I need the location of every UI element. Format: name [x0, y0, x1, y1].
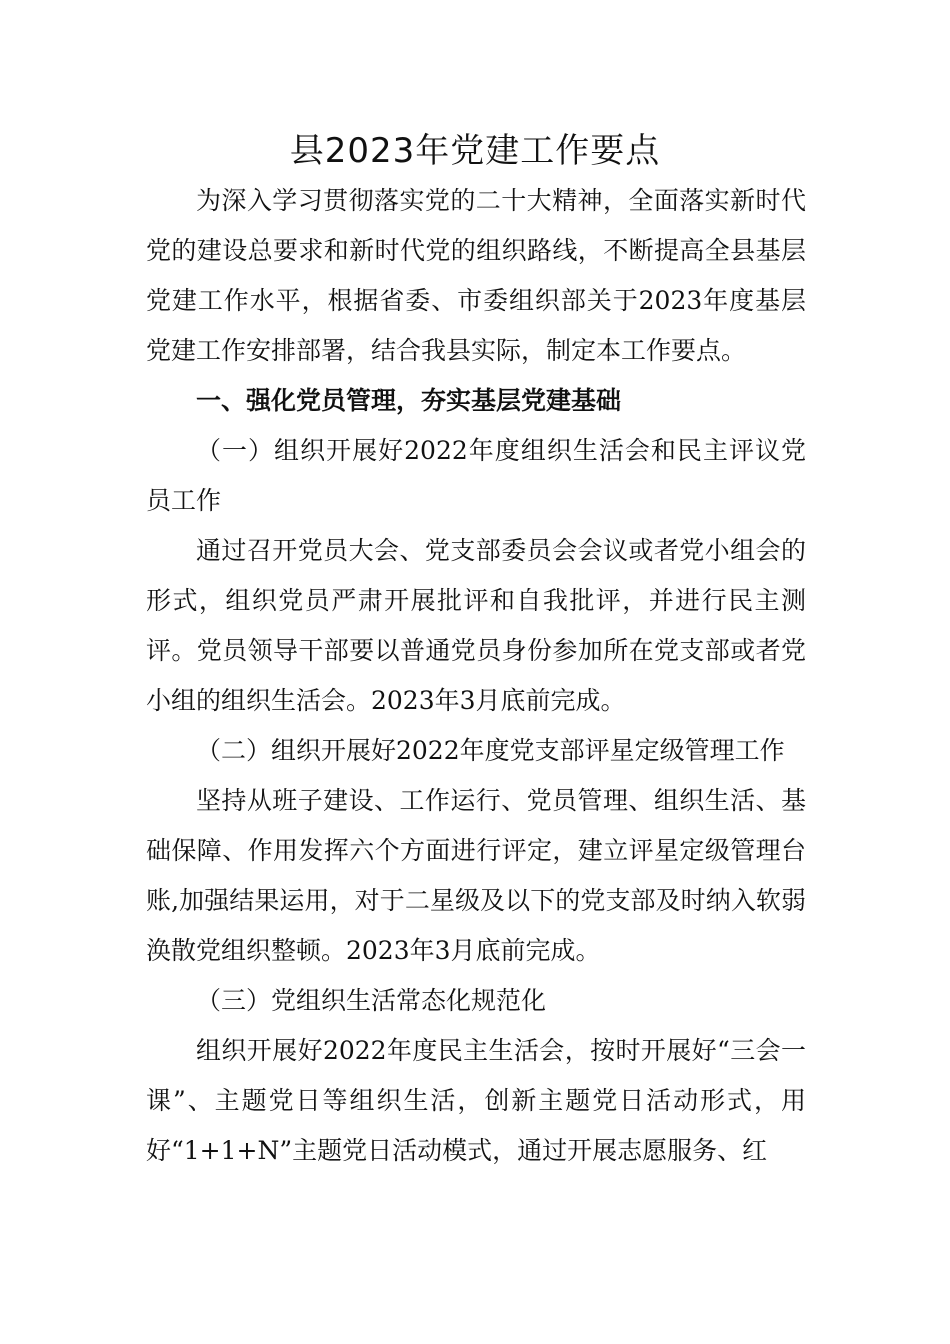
section-heading: 一、强化党员管理，夯实基层党建基础 [196, 386, 622, 415]
item-body: 坚持从班子建设、工作运行、党员管理、组织生活、基础保障、作用发挥六个方面进行评定，建立评星定级管理台账,加强结果运用，对于二星级及以下的党支部及时纳入软弱涣散党组织整顿。2023年3月底前完成。 [146, 786, 806, 965]
intro-paragraph: 为深入学习贯彻落实党的二十大精神，全面落实新时代党的建设总要求和新时代党的组织路线，不断提高全县基层党建工作水平，根据省委、市委组织部关于2023年度基层党建工作安排部署，结合我县实际，制定本工作要点。 [146, 186, 806, 365]
item-body: 组织开展好2022年度民主生活会，按时开展好“三会一课”、主题党日等组织生活，创新主题党日活动形式，用好“1+1+N”主题党日活动模式，通过开展志愿服务、红 [146, 1036, 806, 1165]
document-title: 县2023年党建工作要点 [289, 131, 661, 171]
document-body [146, 176, 806, 1176]
item-heading: （一）组织开展好2022年度组织生活会和民主评议党员工作 [146, 436, 806, 515]
item-heading: （二）组织开展好2022年度党支部评星定级管理工作 [196, 736, 785, 765]
item-body: 通过召开党员大会、党支部委员会会议或者党小组会的形式，组织党员严肃开展批评和自我批评，并进行民主测评。党员领导干部要以普通党员身份参加所在党支部或者党小组的组织生活会。2023年3月底前完成。 [146, 536, 806, 715]
item-heading: （三）党组织生活常态化规范化 [196, 986, 547, 1015]
